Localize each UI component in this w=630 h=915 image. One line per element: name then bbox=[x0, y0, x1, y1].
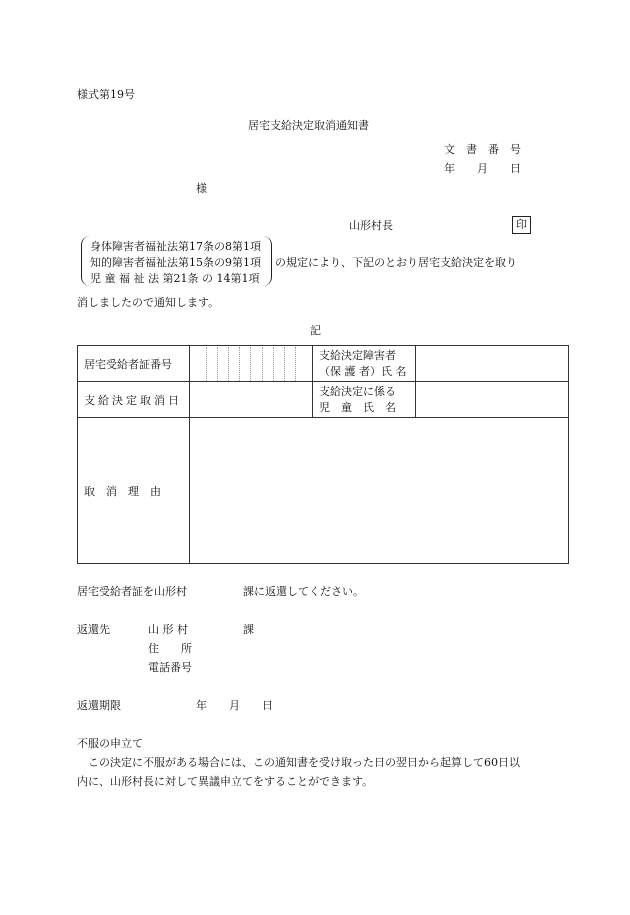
return-notice-prefix: 居宅受給者証を山形村 bbox=[77, 585, 187, 598]
appeal-text-line-1: この決定に不服がある場合には、この通知書を受け取った日の翌日から起算して60日以 bbox=[88, 756, 520, 769]
return-to-section: 課 bbox=[243, 623, 254, 636]
holder-label-line-1: 支給決定障害者 bbox=[319, 348, 396, 362]
appeal-heading: 不服の申立て bbox=[77, 737, 143, 750]
law-line-1: 身体障害者福祉法第17条の8第1項 bbox=[90, 240, 261, 253]
phone-label: 電話番号 bbox=[148, 661, 192, 674]
document-title: 居宅支給決定取消通知書 bbox=[248, 119, 369, 132]
issue-date-label: 年 月 日 bbox=[444, 162, 521, 175]
child-name-cell[interactable] bbox=[416, 382, 569, 418]
addressee-suffix: 様 bbox=[196, 182, 207, 195]
ki-heading: 記 bbox=[310, 324, 321, 337]
holder-name-cell[interactable] bbox=[416, 346, 569, 382]
notice-table bbox=[77, 345, 569, 564]
cancel-reason-cell[interactable] bbox=[190, 418, 569, 564]
child-label-line-2: 児 童 氏 名 bbox=[319, 400, 396, 414]
cert-number-grid bbox=[190, 347, 312, 381]
holder-label-line-2: （保 護 者）氏 名 bbox=[319, 364, 407, 378]
cert-number-cell[interactable] bbox=[190, 346, 313, 382]
document-number-label: 文 書 番 号 bbox=[444, 143, 521, 156]
cancel-date-label: 支給決定取消日 bbox=[78, 382, 190, 418]
return-to-village: 山 形 村 bbox=[148, 623, 188, 636]
child-name-label bbox=[313, 382, 416, 418]
holder-name-label bbox=[313, 346, 416, 382]
law-line-3: 児 童 福 祉 法 第21条 の 14第1項 bbox=[90, 272, 260, 285]
body-text-line-1: の規定により、下記のとおり居宅支給決定を取り bbox=[275, 256, 517, 269]
appeal-text-line-2: 内に、山形村長に対して異議申立てをすることができます。 bbox=[77, 775, 374, 788]
cancel-reason-label: 取 消 理 由 bbox=[78, 418, 190, 564]
child-label-line-1: 支給決定に係る bbox=[319, 384, 396, 398]
form-number: 様式第19号 bbox=[77, 88, 135, 101]
deadline-date: 年 月 日 bbox=[196, 699, 273, 712]
return-notice-suffix: 課に返還してください。 bbox=[243, 585, 364, 598]
law-line-2: 知的障害者福祉法第15条の9第1項 bbox=[90, 256, 261, 269]
body-text-line-2: 消しましたので通知します。 bbox=[77, 296, 220, 309]
issuer-name: 山形村長 bbox=[349, 219, 393, 232]
deadline-label: 返還期限 bbox=[77, 699, 121, 712]
cancel-date-cell[interactable] bbox=[190, 382, 313, 418]
cert-number-label: 居宅受給者証番号 bbox=[78, 346, 190, 382]
address-label: 住 所 bbox=[148, 642, 192, 655]
seal-mark: 印 bbox=[512, 216, 531, 234]
return-to-label: 返還先 bbox=[77, 623, 110, 636]
